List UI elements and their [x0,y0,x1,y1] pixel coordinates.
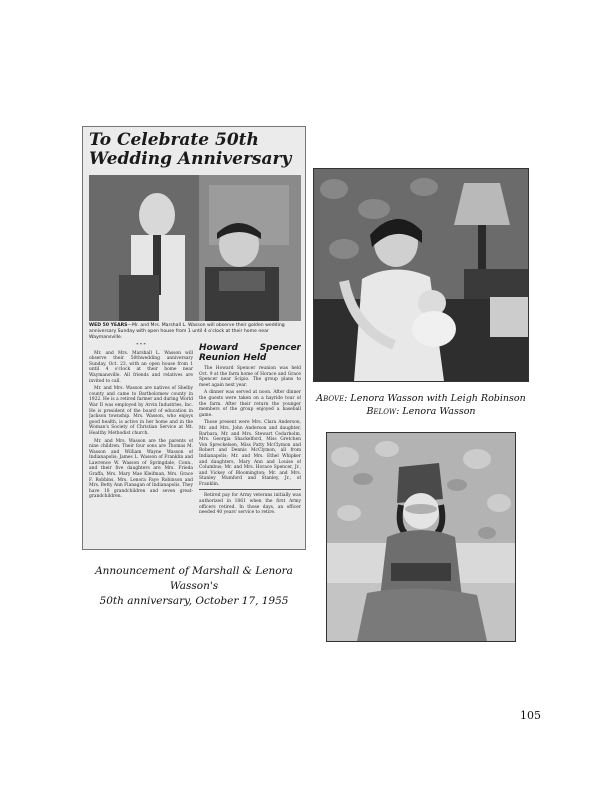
left-paragraph-3: Mr. and Mrs. Wasson are the parents of nine children. Their four sons are Thomas M. Wasson and William Wayne Wasson of Indianapolis; James L. Wasson of Franklin and Lawrence W. Wasson of Springdale, Conn., and their five daughters are Mrs. Frieda Graffa, Mrs. Mary Mae Kleifman, Mrs. Grace F. Robbins, Mrs. Lenora Faye Robinson and Mrs. Betty Ann Flanagan of Indianapolis. They have 18 grandchildren and seven great-grandchildren. [89,438,193,500]
right-paragraph-2: A dinner was served at noon. After dinner the guests were taken on a hayride tour of the farm. After their return the younger members of the group enjoyed a baseball game. [199,390,301,418]
left-paragraph-1: Mr. and Mrs. Marshall L. Wasson will observe their 50thwedding anniversary Sunday, Oct. 23, with an open house from 1 until 4 o'clock at their home near Waymansville. All friends and relatives are invited to call. [89,350,193,384]
caption-lead: WED 50 YEARS [89,323,128,328]
right-footer: Retired pay for Army veterans initially was authorized in 1861 when the first Army officers retired. In those days, an officer needed 40 years' service to retire. [199,493,301,516]
photo-lenora-wasson [326,432,516,642]
newspaper-clipping [82,126,306,550]
clipping-headline: To Celebrate 50th Wedding Anniversary [89,130,292,169]
right-photo-captions [313,392,529,418]
clipping-caption [72,564,316,609]
clipping-photo-caption [89,323,301,341]
above-label: Above: [316,393,348,404]
clipping-left-column [89,343,193,547]
clipping-right-column [199,343,301,547]
reunion-heading: Howard Spencer Reunion Held [199,343,301,363]
clipping-photo [89,175,301,321]
right-paragraph-3: Those present were Mrs. Clara Anderson, Mr. and Mrs. John Anderson and daughter, Barbara, Mr. and Mrs. Stewart Cedarholm, Mrs. Georgia Shackelford, Miss Gretchen Von Spreckelsen, Miss Patty McClymon and Robert and Dennis McClymon, all from Indianapolis; Mr. and Mrs. Ethel Whipker and daughters, Mary Ann and Louise of Columbus; Mr. and Mrs. Horace Spencer, Jr., and Vickey of Bloomington; Mr. and Mrs. Stanley Mumford and Stanley, Jr., of Franklin. [199,420,301,487]
above-text: Lenora Wasson with Leigh Robinson [350,393,526,404]
clipping-caption-line-2: 50th anniversary, October 17, 1955 [99,595,289,607]
photo-lenora-with-baby [313,168,529,382]
caption-text: —Mr. and Mrs. Marshall L. Wasson will observe their golden wedding anniversary Sunday with open house from 1 until 4 o'clock at their home near Waymansville. [89,323,285,340]
column-divider [199,489,301,490]
above-caption [313,392,529,405]
clipping-caption-line-1: Announcement of Marshall & Lenora Wasson's [95,565,293,592]
below-label: Below: [366,406,400,417]
page-number: 105 [520,709,541,722]
separator: * * * [136,343,146,348]
anniversary-couple-image [89,175,301,321]
lenora-wasson-image [327,433,515,641]
right-paragraph-1: The Howard Spencer reunion was held Oct. 9 at the farm home of Horace and Grace Spencer near Scipio. The group plans to meet again next year. [199,366,301,388]
below-caption [313,405,529,418]
left-paragraph-2: Mr. and Mrs. Wasson are natives of Shelby county and came to Bartholomew county in 1922. He is a retired farmer and during World War II was employed by Arvin Industries, Inc. He is president of the board of education in Jackson township. Mrs. Wasson, who enjoys good health, is active in her home and in the Woman's Society of Christian Service at Mt. Healthy Methodist church. [89,386,193,436]
below-text: Lenora Wasson [402,406,476,417]
lenora-with-baby-image [314,169,528,381]
